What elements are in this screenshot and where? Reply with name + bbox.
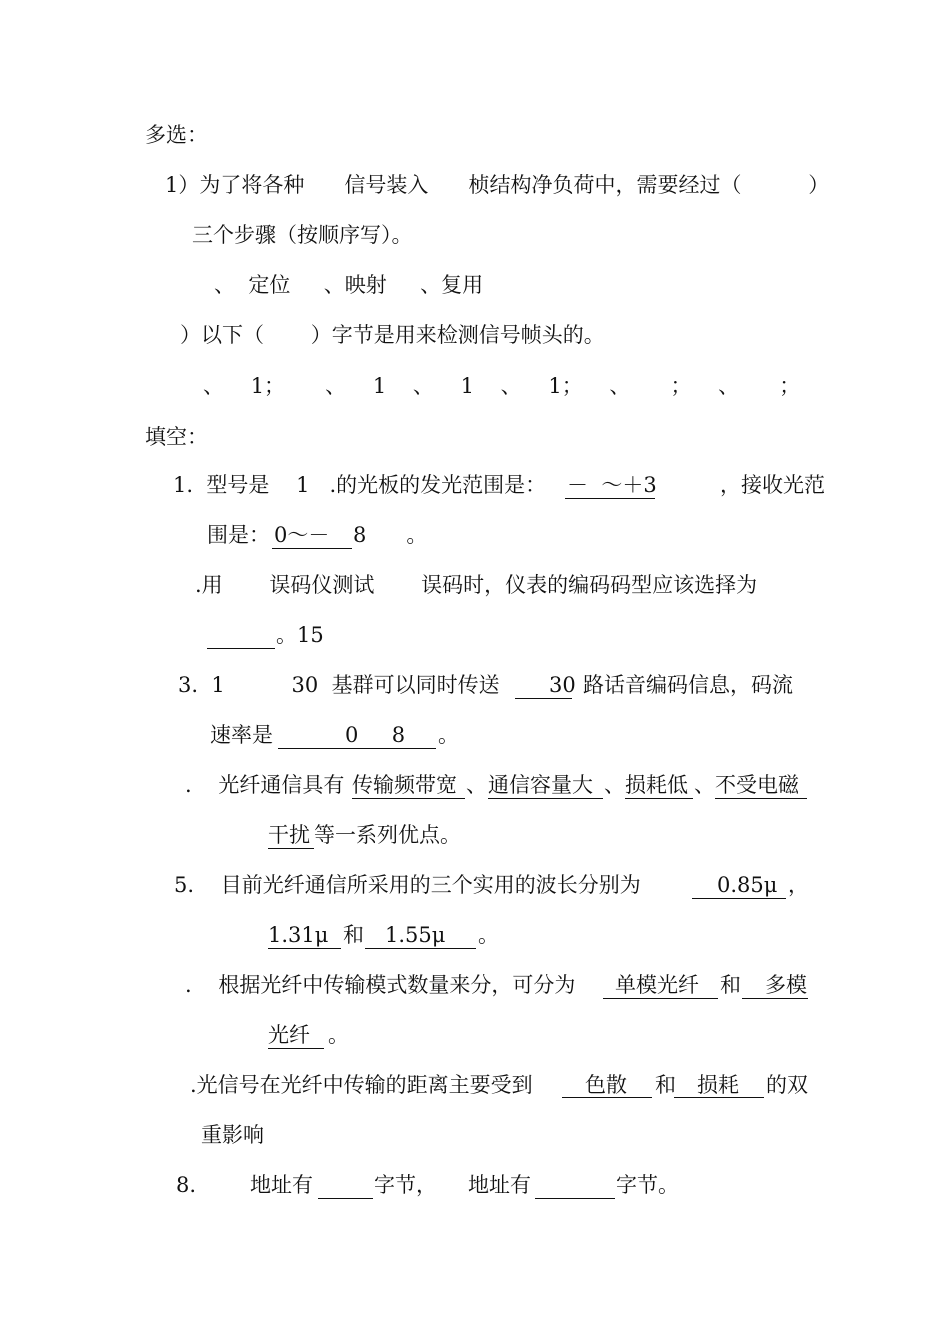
fill-q2-line2-suffix: 。15 — [276, 623, 324, 647]
answer-underline — [715, 798, 807, 799]
fill-q4-separator: 、 — [604, 773, 625, 797]
fill-q3-line2-answer: 0 8 — [345, 723, 406, 747]
fill-q6-prefix: . 根据光纤中传输模式数量来分，可分为 — [185, 973, 576, 997]
fill-q8-number: 8. — [176, 1173, 197, 1197]
fill-q1-line1-suffix: ，接收光范 — [720, 473, 825, 497]
fill-q4-answer-1: 传输频带宽 — [352, 773, 457, 797]
fill-q5-answer-1: 0.85μ — [717, 873, 778, 897]
answer-underline — [488, 798, 603, 799]
answer-underline — [515, 698, 572, 699]
fill-q7-line2: 重影响 — [201, 1123, 264, 1147]
fill-q5-prefix: 5. 目前光纤通信所采用的三个实用的波长分别为 — [174, 873, 641, 897]
fill-q4-suffix: 等一系列优点。 — [314, 823, 461, 847]
fill-q3-line2-suffix: 。 — [438, 723, 459, 747]
section-title-fill: 填空： — [145, 425, 208, 449]
fill-q4-separator: 、 — [466, 773, 487, 797]
answer-underline — [692, 898, 786, 899]
fill-q1-line1-answer: － ～＋3 — [567, 473, 657, 497]
fill-q7-suffix: 的双 — [766, 1073, 808, 1097]
answer-underline — [272, 548, 352, 549]
fill-q4-answer-4-cont: 干扰 — [268, 823, 310, 847]
answer-blank — [535, 1198, 615, 1199]
fill-q1-line2-prefix: 围是： — [207, 523, 270, 547]
section-title-multi: 多选： — [145, 123, 208, 147]
fill-q8-text-b: 字节， — [374, 1173, 437, 1197]
multi-q1-line2: 三个步骤（按顺序写）。 — [192, 223, 413, 247]
fill-q8-text-d: 字节。 — [616, 1173, 679, 1197]
fill-q1-line2-suffix: 8 。 — [353, 523, 428, 547]
fill-q6-and: 和 — [720, 973, 741, 997]
multi-q1-options: 、 定位 、映射 、复用 — [214, 273, 484, 297]
multi-q2-options: 、 1； 、 1 、 1 、 1； 、 ； 、 ； — [203, 374, 801, 398]
fill-q4-prefix: . 光纤通信具有 — [185, 773, 345, 797]
fill-q7-answer-2: 损耗 — [697, 1073, 739, 1097]
answer-underline — [565, 498, 655, 499]
answer-underline — [365, 948, 476, 949]
fill-q4-separator: 、 — [694, 773, 715, 797]
fill-q5-suffix: 。 — [478, 923, 499, 947]
fill-q6-answer-2-cont: 光纤 — [268, 1023, 310, 1047]
fill-q6-answer-1: 单模光纤 — [615, 973, 699, 997]
fill-q6-suffix: 。 — [328, 1023, 349, 1047]
fill-q5-answer-3: 1.55μ — [385, 923, 446, 947]
multi-q2-line1: ）以下（ ）字节是用来检测信号帧头的。 — [180, 323, 605, 347]
fill-q4-answer-3: 损耗低 — [625, 773, 688, 797]
answer-underline — [625, 798, 693, 799]
answer-underline — [674, 1097, 764, 1098]
answer-blank — [207, 648, 275, 649]
fill-q2-line1: .用 误码仪测试 误码时，仪表的编码码型应该选择为 — [195, 573, 758, 597]
fill-q3-line1-answer: 30 — [549, 673, 576, 697]
fill-q5-comma: ， — [788, 873, 809, 897]
fill-q8-text-a: 地址有 — [250, 1173, 313, 1197]
answer-underline — [278, 748, 436, 749]
answer-underline — [562, 1097, 652, 1098]
fill-q4-answer-4: 不受电磁 — [715, 773, 799, 797]
answer-underline — [352, 798, 465, 799]
fill-q3-line1-suffix: 路话音编码信息，码流 — [583, 673, 793, 697]
fill-q3-line2-prefix: 速率是 — [210, 723, 273, 747]
fill-q5-and: 和 — [343, 923, 364, 947]
fill-q1-line1-prefix: 1. 型号是 1 .的光板的发光范围是： — [173, 473, 547, 497]
fill-q1-line2-answer: 0～－ — [274, 523, 330, 547]
answer-underline — [268, 848, 314, 849]
fill-q3-line1-prefix: 3. 1 30 基群可以同时传送 — [178, 673, 500, 697]
answer-underline — [603, 998, 718, 999]
fill-q5-answer-2: 1.31μ — [268, 923, 329, 947]
multi-q1-line1: 1）为了将各种 信号装入 桢结构净负荷中，需要经过（ ） — [165, 173, 830, 197]
fill-q7-answer-1: 色散 — [585, 1073, 627, 1097]
answer-underline — [268, 1048, 324, 1049]
fill-q7-prefix: .光信号在光纤中传输的距离主要受到 — [190, 1073, 533, 1097]
fill-q4-answer-2: 通信容量大 — [488, 773, 593, 797]
fill-q6-answer-2: 多模 — [765, 973, 807, 997]
fill-q7-and: 和 — [655, 1073, 676, 1097]
answer-blank — [318, 1198, 373, 1199]
answer-underline — [268, 948, 341, 949]
fill-q8-text-c: 地址有 — [468, 1173, 531, 1197]
answer-underline — [742, 998, 808, 999]
